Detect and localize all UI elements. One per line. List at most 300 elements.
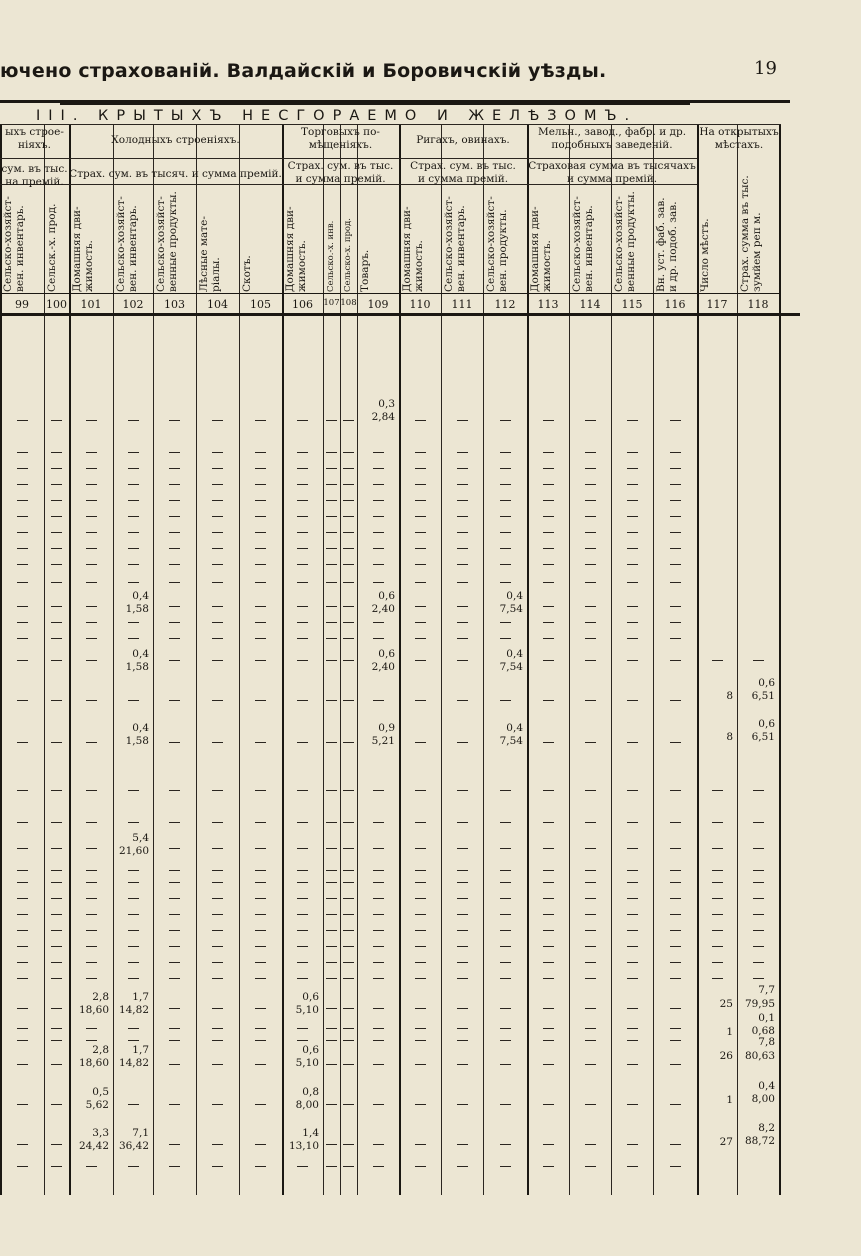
empty-cell-dash (543, 742, 554, 743)
page-header-title: ючено страхованій. Валдайскій и Боровичскій уѣзды. (0, 60, 607, 82)
header-line-bottom (0, 313, 800, 316)
empty-cell-dash (373, 1028, 384, 1029)
empty-cell-dash (51, 790, 62, 791)
empty-cell-dash (128, 548, 139, 549)
cell-premium: 7,54 (499, 603, 523, 615)
empty-cell-dash (343, 700, 354, 701)
column-header-109: Товаръ. (359, 249, 371, 292)
empty-cell-dash (753, 978, 764, 979)
column-number-102: 102 (122, 298, 144, 311)
empty-cell-dash (212, 1040, 223, 1041)
empty-cell-dash (212, 1064, 223, 1065)
empty-cell-dash (212, 978, 223, 979)
column-number-113: 113 (537, 298, 559, 311)
empty-cell-dash (415, 978, 426, 979)
empty-cell-dash (500, 1064, 511, 1065)
empty-cell-dash (17, 978, 28, 979)
cell-premium: 6,51 (751, 690, 775, 702)
empty-cell-dash (457, 606, 468, 607)
empty-cell-dash (297, 500, 308, 501)
empty-cell-dash (326, 1144, 337, 1145)
empty-cell-dash (670, 914, 681, 915)
empty-cell-dash (543, 898, 554, 899)
empty-cell-dash (585, 622, 596, 623)
empty-cell-dash (326, 500, 337, 501)
empty-cell-dash (415, 548, 426, 549)
empty-cell-dash (627, 1166, 638, 1167)
empty-cell-dash (51, 870, 62, 871)
empty-cell-dash (670, 484, 681, 485)
empty-cell-dash (297, 1028, 308, 1029)
cell-premium: 5,10 (295, 1057, 319, 1069)
empty-cell-dash (128, 914, 139, 915)
empty-cell-dash (169, 848, 180, 849)
cell-premium: 18,60 (78, 1057, 109, 1069)
empty-cell-dash (51, 638, 62, 639)
table-cell-value (357, 722, 395, 748)
empty-cell-dash (212, 548, 223, 549)
empty-cell-dash (415, 946, 426, 947)
subheader-cold-buildings: Страх. сум. въ тысяч. и сумма премій. (69, 168, 282, 180)
column-number-115: 115 (621, 298, 643, 311)
cell-sum: 0,4 (506, 590, 523, 602)
column-header-113: Домашняя дви- жимость. (529, 206, 553, 292)
empty-cell-dash (500, 500, 511, 501)
empty-cell-dash (627, 978, 638, 979)
empty-cell-dash (86, 914, 97, 915)
empty-cell-dash (415, 700, 426, 701)
empty-cell-dash (51, 930, 62, 931)
empty-cell-dash (128, 516, 139, 517)
column-rule (340, 124, 341, 1195)
empty-cell-dash (128, 898, 139, 899)
empty-cell-dash (297, 742, 308, 743)
table-cell-value (282, 991, 319, 1017)
empty-cell-dash (543, 790, 554, 791)
empty-cell-dash (326, 516, 337, 517)
empty-cell-dash (17, 870, 28, 871)
empty-cell-dash (543, 1028, 554, 1029)
cell-premium: 7,54 (499, 735, 523, 747)
empty-cell-dash (500, 930, 511, 931)
empty-cell-dash (326, 638, 337, 639)
empty-cell-dash (373, 870, 384, 871)
column-number-111: 111 (451, 298, 473, 311)
empty-cell-dash (212, 660, 223, 661)
empty-cell-dash (457, 848, 468, 849)
empty-cell-dash (457, 962, 468, 963)
empty-cell-dash (169, 790, 180, 791)
empty-cell-dash (128, 962, 139, 963)
empty-cell-dash (627, 516, 638, 517)
empty-cell-dash (326, 532, 337, 533)
empty-cell-dash (457, 484, 468, 485)
empty-cell-dash (500, 870, 511, 871)
empty-cell-dash (627, 1064, 638, 1065)
empty-cell-dash (128, 582, 139, 583)
empty-cell-dash (255, 962, 266, 963)
empty-cell-dash (670, 564, 681, 565)
empty-cell-dash (86, 790, 97, 791)
empty-cell-dash (543, 484, 554, 485)
empty-cell-dash (326, 914, 337, 915)
empty-cell-dash (128, 1166, 139, 1167)
empty-cell-dash (343, 606, 354, 607)
empty-cell-dash (543, 638, 554, 639)
empty-cell-dash (415, 930, 426, 931)
empty-cell-dash (585, 548, 596, 549)
empty-cell-dash (169, 532, 180, 533)
empty-cell-dash (212, 1008, 223, 1009)
empty-cell-dash (712, 882, 723, 883)
empty-cell-dash (457, 1008, 468, 1009)
empty-cell-dash (255, 1144, 266, 1145)
empty-cell-dash (297, 516, 308, 517)
empty-cell-dash (627, 582, 638, 583)
empty-cell-dash (500, 564, 511, 565)
cell-sum: 7,8 (758, 1036, 775, 1048)
empty-cell-dash (255, 660, 266, 661)
table-cell-value (69, 991, 109, 1017)
empty-cell-dash (169, 700, 180, 701)
column-number-106: 106 (292, 298, 313, 311)
empty-cell-dash (670, 946, 681, 947)
empty-cell-dash (169, 1028, 180, 1029)
empty-cell-dash (86, 962, 97, 963)
empty-cell-dash (326, 742, 337, 743)
column-header-106: Домашняя дви- жимость. (284, 206, 308, 292)
empty-cell-dash (627, 822, 638, 823)
empty-cell-dash (627, 1040, 638, 1041)
table-cell-value (737, 718, 775, 744)
empty-cell-dash (543, 882, 554, 883)
empty-cell-dash (86, 484, 97, 485)
empty-cell-dash (86, 532, 97, 533)
empty-cell-dash (86, 870, 97, 871)
empty-cell-dash (297, 822, 308, 823)
empty-cell-dash (128, 700, 139, 701)
empty-cell-dash (212, 946, 223, 947)
table-cell-value (282, 1127, 319, 1153)
empty-cell-dash (712, 660, 723, 661)
empty-cell-dash (169, 930, 180, 931)
empty-cell-dash (415, 452, 426, 453)
empty-cell-dash (670, 848, 681, 849)
empty-cell-dash (457, 660, 468, 661)
empty-cell-dash (543, 500, 554, 501)
empty-cell-dash (212, 1028, 223, 1029)
empty-cell-dash (415, 1064, 426, 1065)
empty-cell-dash (500, 1166, 511, 1167)
empty-cell-dash (255, 564, 266, 565)
table-cell-value (113, 1127, 149, 1153)
empty-cell-dash (51, 452, 62, 453)
table-cell-value (282, 1086, 319, 1112)
empty-cell-dash (670, 742, 681, 743)
column-rule (44, 124, 45, 1195)
empty-cell-dash (500, 516, 511, 517)
empty-cell-dash (670, 882, 681, 883)
empty-cell-dash (373, 1008, 384, 1009)
empty-cell-dash (86, 946, 97, 947)
cell-premium: 1,58 (125, 603, 149, 615)
empty-cell-dash (343, 1040, 354, 1041)
empty-cell-dash (212, 962, 223, 963)
empty-cell-dash (627, 914, 638, 915)
empty-cell-dash (51, 660, 62, 661)
empty-cell-dash (627, 500, 638, 501)
empty-cell-dash (326, 946, 337, 947)
cell-sum: 0,1 (758, 1012, 775, 1024)
empty-cell-dash (585, 742, 596, 743)
empty-cell-dash (585, 848, 596, 849)
empty-cell-dash (255, 606, 266, 607)
group-header-cold-buildings: Холодныхъ строеніяхъ. (111, 134, 240, 146)
table-cell-value (113, 1044, 149, 1070)
empty-cell-dash (17, 882, 28, 883)
empty-cell-dash (169, 420, 180, 421)
empty-cell-dash (457, 1028, 468, 1029)
column-header-112: Сельско-хозяйст- вен. продукты. (485, 196, 509, 292)
empty-cell-dash (543, 468, 554, 469)
table-cell-value (69, 1127, 109, 1153)
empty-cell-dash (212, 516, 223, 517)
empty-cell-dash (17, 420, 28, 421)
empty-cell-dash (500, 946, 511, 947)
empty-cell-dash (627, 420, 638, 421)
empty-cell-dash (17, 532, 28, 533)
empty-cell-dash (343, 1144, 354, 1145)
empty-cell-dash (326, 484, 337, 485)
empty-cell-dash (17, 622, 28, 623)
empty-cell-dash (86, 420, 97, 421)
empty-cell-dash (128, 500, 139, 501)
empty-cell-dash (373, 500, 384, 501)
table-cell-value (737, 1012, 775, 1038)
empty-cell-dash (543, 1104, 554, 1105)
column-header-118: Страх. сумма въ тыс. зумйем реп м. (739, 175, 763, 292)
empty-cell-dash (627, 790, 638, 791)
empty-cell-dash (753, 870, 764, 871)
empty-cell-dash (212, 930, 223, 931)
empty-cell-dash (17, 742, 28, 743)
empty-cell-dash (457, 548, 468, 549)
empty-cell-dash (670, 532, 681, 533)
empty-cell-dash (169, 822, 180, 823)
empty-cell-dash (500, 822, 511, 823)
empty-cell-dash (212, 606, 223, 607)
empty-cell-dash (627, 1104, 638, 1105)
empty-cell-dash (212, 638, 223, 639)
empty-cell-dash (86, 700, 97, 701)
empty-cell-dash (297, 1040, 308, 1041)
empty-cell-dash (169, 914, 180, 915)
empty-cell-dash (17, 500, 28, 501)
empty-cell-dash (373, 1040, 384, 1041)
empty-cell-dash (585, 1040, 596, 1041)
empty-cell-dash (670, 660, 681, 661)
empty-cell-dash (343, 564, 354, 565)
empty-cell-dash (753, 914, 764, 915)
empty-cell-dash (169, 606, 180, 607)
empty-cell-dash (457, 914, 468, 915)
empty-cell-dash (51, 742, 62, 743)
banner-rule (60, 103, 690, 105)
empty-cell-dash (255, 1008, 266, 1009)
cell-sum: 0,3 (378, 398, 395, 410)
empty-cell-dash (373, 914, 384, 915)
subheader-barns: Страх. сум. въ тыс. и сумма премій. (410, 160, 516, 185)
empty-cell-dash (712, 978, 723, 979)
cell-premium: 1 (726, 1026, 733, 1038)
empty-cell-dash (297, 1166, 308, 1167)
empty-cell-dash (51, 468, 62, 469)
empty-cell-dash (343, 978, 354, 979)
column-number-108: 108 (340, 298, 357, 308)
empty-cell-dash (212, 564, 223, 565)
header-line-numbers (0, 293, 781, 294)
empty-cell-dash (343, 962, 354, 963)
empty-cell-dash (169, 500, 180, 501)
empty-cell-dash (373, 978, 384, 979)
empty-cell-dash (255, 452, 266, 453)
empty-cell-dash (86, 742, 97, 743)
empty-cell-dash (326, 790, 337, 791)
empty-cell-dash (343, 500, 354, 501)
empty-cell-dash (86, 978, 97, 979)
empty-cell-dash (543, 532, 554, 533)
cell-sum: 1,7 (132, 1044, 149, 1056)
cell-sum: 5,4 (132, 832, 149, 844)
empty-cell-dash (627, 468, 638, 469)
empty-cell-dash (297, 898, 308, 899)
empty-cell-dash (17, 548, 28, 549)
empty-cell-dash (17, 1104, 28, 1105)
empty-cell-dash (326, 420, 337, 421)
empty-cell-dash (343, 930, 354, 931)
empty-cell-dash (543, 582, 554, 583)
empty-cell-dash (627, 532, 638, 533)
column-header-101: Домашняя дви- жимость. (71, 206, 95, 292)
empty-cell-dash (343, 452, 354, 453)
empty-cell-dash (212, 1104, 223, 1105)
empty-cell-dash (297, 420, 308, 421)
empty-cell-dash (51, 548, 62, 549)
cell-premium: 14,82 (118, 1004, 149, 1016)
table-cell-value (697, 731, 733, 744)
empty-cell-dash (51, 1064, 62, 1065)
empty-cell-dash (326, 548, 337, 549)
empty-cell-dash (500, 484, 511, 485)
empty-cell-dash (169, 1040, 180, 1041)
empty-cell-dash (415, 564, 426, 565)
empty-cell-dash (51, 532, 62, 533)
empty-cell-dash (86, 1166, 97, 1167)
empty-cell-dash (255, 1040, 266, 1041)
empty-cell-dash (212, 622, 223, 623)
empty-cell-dash (373, 532, 384, 533)
empty-cell-dash (17, 484, 28, 485)
empty-cell-dash (373, 1144, 384, 1145)
empty-cell-dash (415, 1028, 426, 1029)
empty-cell-dash (543, 1166, 554, 1167)
empty-cell-dash (415, 848, 426, 849)
empty-cell-dash (712, 914, 723, 915)
empty-cell-dash (753, 962, 764, 963)
column-header-110: Домашняя дви- жимость. (401, 206, 425, 292)
empty-cell-dash (169, 548, 180, 549)
empty-cell-dash (17, 516, 28, 517)
empty-cell-dash (543, 548, 554, 549)
empty-cell-dash (415, 516, 426, 517)
empty-cell-dash (712, 848, 723, 849)
empty-cell-dash (670, 1028, 681, 1029)
empty-cell-dash (17, 1008, 28, 1009)
empty-cell-dash (670, 978, 681, 979)
cell-sum: 0,6 (378, 648, 395, 660)
empty-cell-dash (627, 1008, 638, 1009)
cell-sum: 0,6 (378, 590, 395, 602)
empty-cell-dash (51, 914, 62, 915)
empty-cell-dash (670, 790, 681, 791)
group-header-trade-premises: Торговыхъ по- мѣщеніяхъ. (301, 126, 380, 151)
empty-cell-dash (543, 1040, 554, 1041)
column-rule (653, 124, 654, 1195)
header-line-group (0, 158, 697, 159)
table-cell-value (737, 1080, 775, 1106)
table-cell-value (737, 998, 775, 1011)
table-cell-value (357, 648, 395, 674)
empty-cell-dash (712, 870, 723, 871)
empty-cell-dash (457, 420, 468, 421)
empty-cell-dash (585, 882, 596, 883)
empty-cell-dash (670, 1104, 681, 1105)
page-number: 19 (754, 58, 777, 79)
empty-cell-dash (128, 484, 139, 485)
empty-cell-dash (627, 622, 638, 623)
empty-cell-dash (343, 582, 354, 583)
empty-cell-dash (670, 700, 681, 701)
empty-cell-dash (17, 848, 28, 849)
empty-cell-dash (51, 882, 62, 883)
empty-cell-dash (670, 582, 681, 583)
empty-cell-dash (169, 516, 180, 517)
empty-cell-dash (627, 870, 638, 871)
empty-cell-dash (457, 468, 468, 469)
cell-sum: 0,4 (132, 722, 149, 734)
empty-cell-dash (212, 452, 223, 453)
empty-cell-dash (500, 1008, 511, 1009)
empty-cell-dash (255, 500, 266, 501)
empty-cell-dash (415, 962, 426, 963)
empty-cell-dash (128, 946, 139, 947)
cell-sum: 1,4 (302, 1127, 319, 1139)
section-banner: III. КРЫТЫХЪ НЕСГОРАЕМО И ЖЕЛѢЗОМЪ. (36, 108, 638, 124)
empty-cell-dash (415, 468, 426, 469)
column-number-118: 118 (747, 298, 769, 311)
empty-cell-dash (670, 870, 681, 871)
empty-cell-dash (457, 822, 468, 823)
cell-sum: 2,8 (92, 991, 109, 1003)
column-header-100: Сельск.-х. прод. (46, 203, 58, 292)
empty-cell-dash (585, 1166, 596, 1167)
table-cell-value (69, 1086, 109, 1112)
empty-cell-dash (86, 516, 97, 517)
column-header-116: Вн. уст. фаб. зав. и др. подоб. зав. (655, 197, 679, 292)
empty-cell-dash (326, 882, 337, 883)
empty-cell-dash (670, 468, 681, 469)
empty-cell-dash (627, 484, 638, 485)
